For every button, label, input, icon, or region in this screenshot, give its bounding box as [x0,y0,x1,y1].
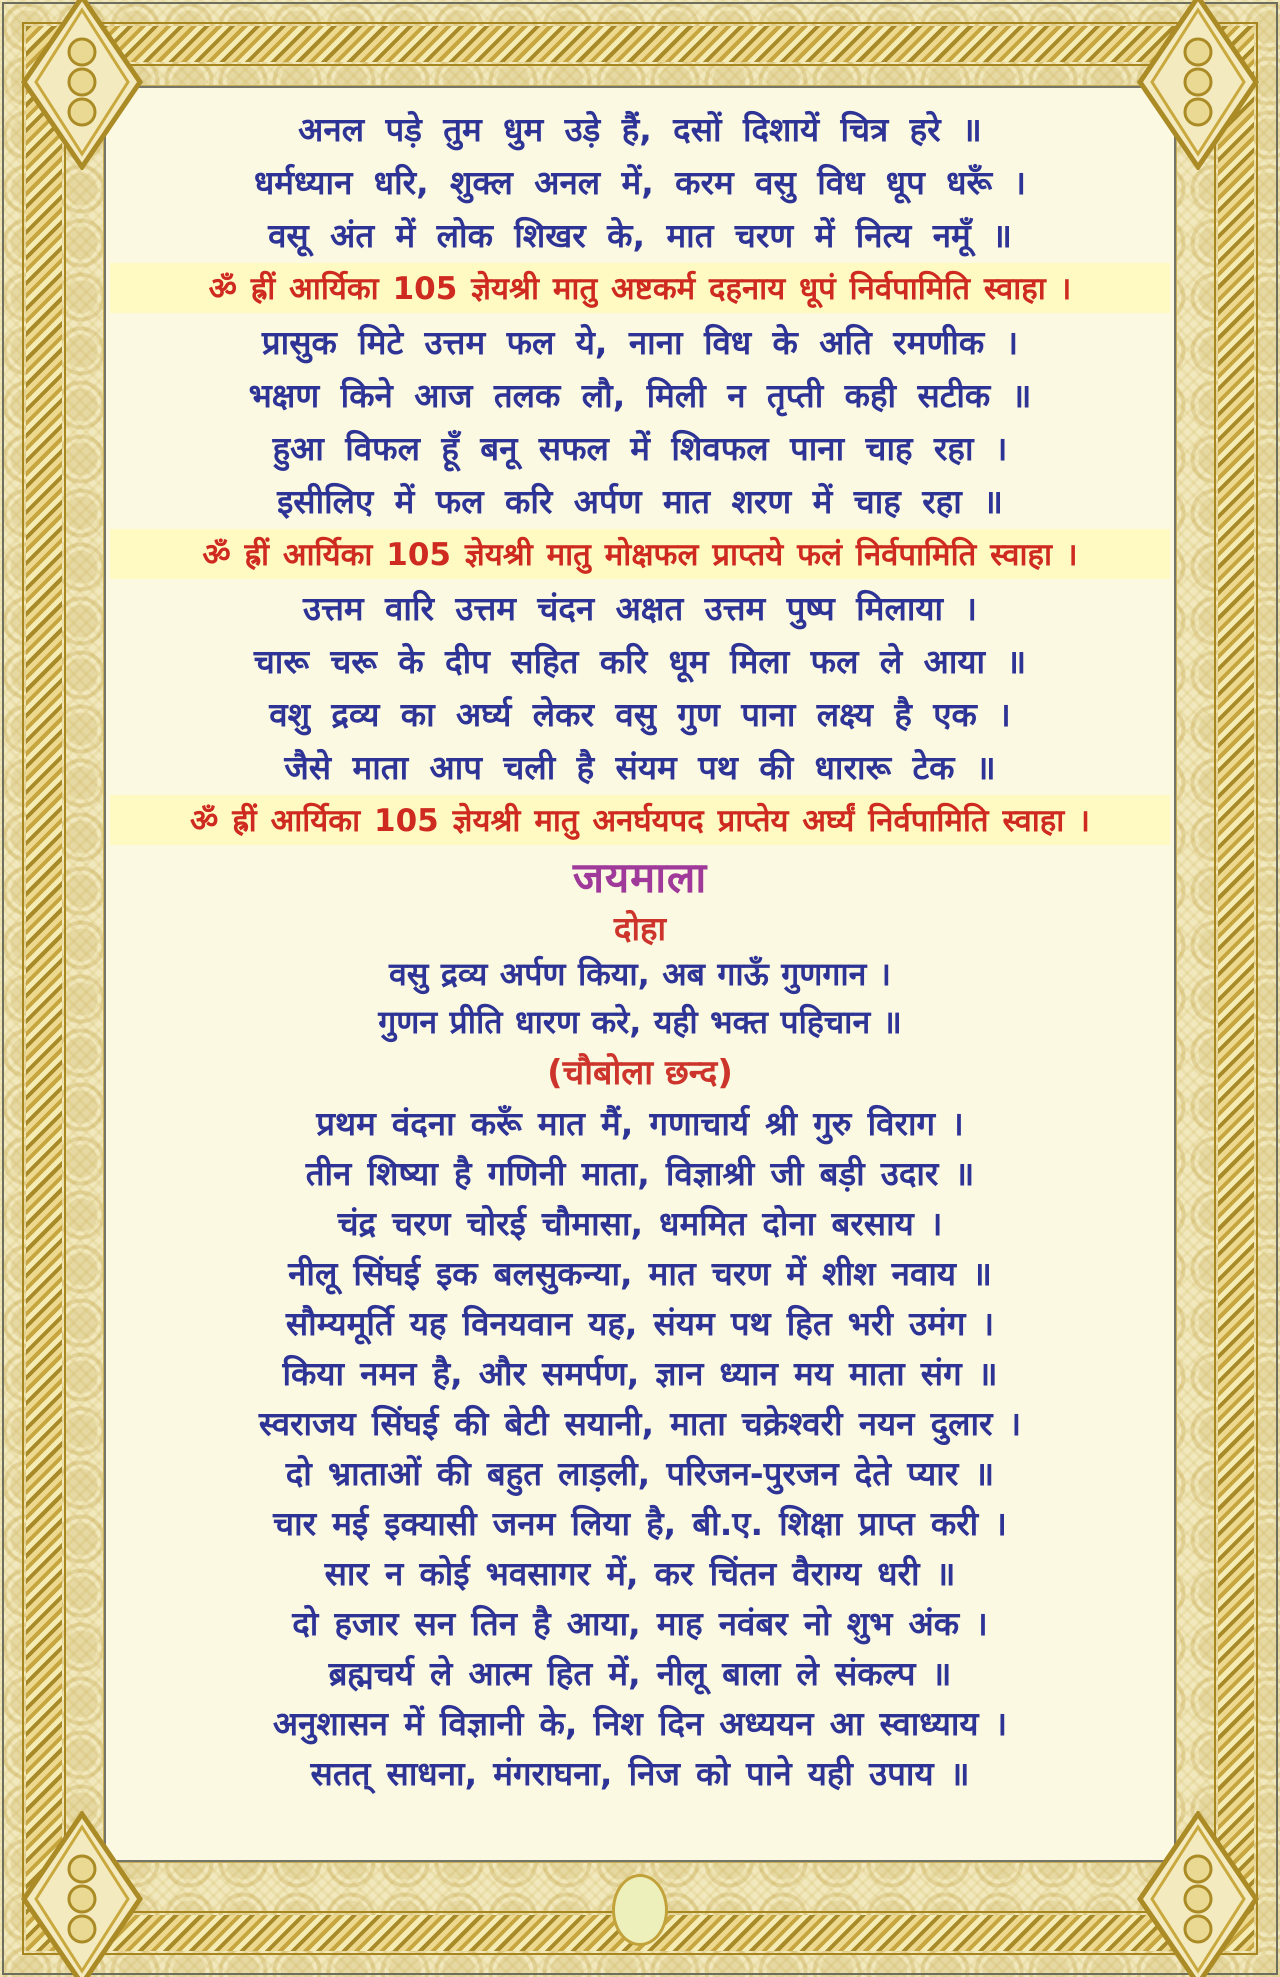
chhand-verse-line: किया नमन है, और समर्पण, ज्ञान ध्यान मय माता संग ॥ [282,1353,998,1393]
verse-line: इसीलिए में फल करि अर्पण मात शरण में चाह रहा ॥ [277,482,1003,521]
chhand-verse-line: ब्रह्मचर्य ले आत्म हित में, नीलू बाला ले संकल्प ॥ [328,1653,952,1693]
chhand-verse-line: दो भ्राताओं की बहुत लाड़ली, परिजन-पुरजन देते प्यार ॥ [285,1453,995,1493]
chhand-heading: (चौबोला छन्द) [547,1053,733,1093]
mantra-line-dhoop: ॐ ह्रीं आर्यिका 105 ज्ञेयश्री मातु अष्टकर्म दहनाय धूपं निर्वपामिति स्वाहा । [110,263,1170,313]
mantra-line-phal: ॐ ह्रीं आर्यिका 105 ज्ञेयश्री मातु मोक्षफल प्राप्तये फलं निर्वपामिति स्वाहा । [110,529,1170,579]
verse-line: प्रासुक मिटे उत्तम फल ये, नाना विध के अति रमणीक । [261,323,1019,362]
doha-line: वसु द्रव्य अर्पण किया, अब गाऊँ गुणगान । [389,954,891,993]
verse-line: वशु द्रव्य का अर्घ्य लेकर वसु गुण पाना लक्ष्य है एक । [269,695,1011,734]
corner-diamond-top-right-icon [1136,0,1260,170]
chhand-verse-line: प्रथम वंदना करूँ मात मैं, गणाचार्य श्री गुरु विराग । [316,1103,964,1143]
verse-line: चारू चरू के दीप सहित करि धूम मिला फल ले आया ॥ [253,642,1027,681]
corner-diamond-bottom-left-icon [20,1811,144,1977]
verse-line: उत्तम वारि उत्तम चंदन अक्षत उत्तम पुष्प मिलाया । [303,589,977,628]
doha-line: गुणन प्रीति धारण करे, यही भक्त पहिचान ॥ [378,1002,902,1041]
chhand-verse-line: स्वराजय सिंघई की बेटी सयानी, माता चक्रेश्वरी नयन दुलार । [258,1403,1022,1443]
verse-line: जैसे माता आप चली है संयम पथ की धारारू टेक ॥ [284,748,996,787]
chhand-verse-line: सार न कोई भवसागर में, कर चिंतन वैराग्य धरी ॥ [324,1553,956,1593]
chhand-verse-line: सतत् साधना, मंगराघना, निज को पाने यही उपाय ॥ [310,1753,970,1793]
jaymala-heading: जयमाला [572,852,708,902]
verse-line: धर्मध्यान धरि, शुक्ल अनल में, करम वसु विध धूप धरूँ । [253,163,1027,202]
verse-line: अनल पड़े तुम धुम उड़े हैं, दसों दिशायें चित्र हरे ॥ [298,110,982,149]
bottom-center-oval-medallion [612,1874,668,1946]
verse-line: वसू अंत में लोक शिखर के, मात चरण में नित्य नमूँ ॥ [268,216,1012,255]
chhand-verse-line: चंद्र चरण चोरई चौमासा, धममित दोना बरसाय । [337,1203,943,1243]
corner-diamond-top-left-icon [20,0,144,170]
chhand-verse-line: नीलू सिंघई इक बलसुकन्या, मात चरण में शीश नवाय ॥ [288,1253,992,1293]
doha-heading: दोहा [613,908,667,948]
chhand-verse-line: अनुशासन में विज्ञानी के, निश दिन अध्ययन आ स्वाध्याय । [272,1703,1008,1743]
chhand-verse-line: दो हजार सन तिन है आया, माह नवंबर नो शुभ अंक । [292,1603,988,1643]
text-panel [104,86,1176,1862]
verse-line: भक्षण किने आज तलक लौ, मिली न तृप्ती कही सटीक ॥ [248,376,1032,415]
chhand-verse-line: सौम्यमूर्ति यह विनयवान यह, संयम पथ हित भरी उमंग । [285,1303,995,1343]
chhand-verse-line: चार मई इक्यासी जनम लिया है, बी.ए. शिक्षा प्राप्त करी । [273,1503,1007,1543]
corner-diamond-bottom-right-icon [1136,1811,1260,1977]
mantra-line-arghya: ॐ ह्रीं आर्यिका 105 ज्ञेयश्री मातु अनर्घयपद प्राप्तेय अर्घ्यं निर्वपामिति स्वाहा । [110,795,1170,845]
verse-line: हुआ विफल हूँ बनू सफल में शिवफल पाना चाह रहा । [272,429,1008,468]
chhand-verse-line: तीन शिष्या है गणिनी माता, विज्ञाश्री जी बड़ी उदार ॥ [305,1153,975,1193]
